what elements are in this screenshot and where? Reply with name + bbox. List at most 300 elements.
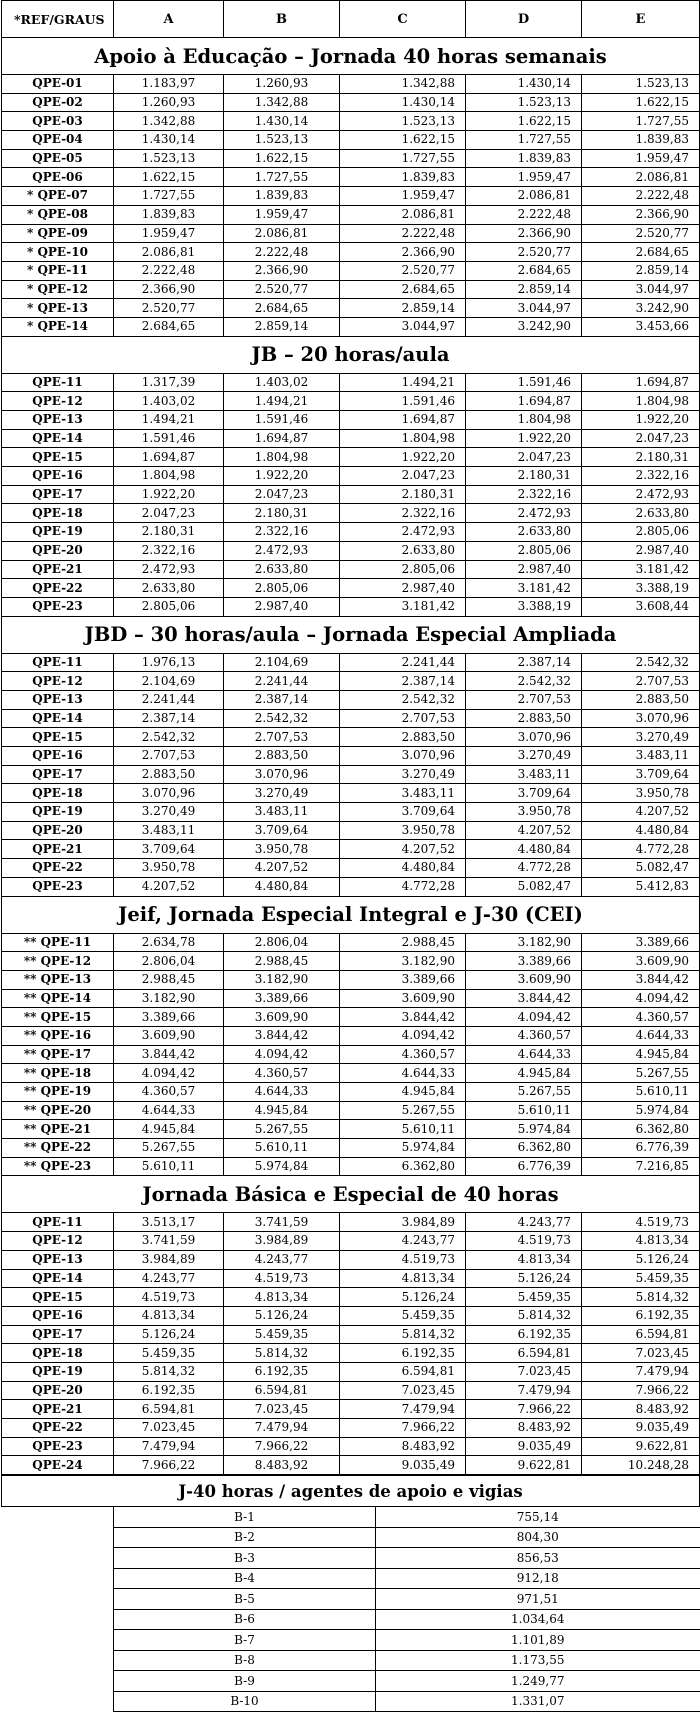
agent-level-code: B-4 <box>114 1568 376 1589</box>
salary-cell: 3.044,97 <box>340 317 466 336</box>
table-row <box>2 1507 700 1528</box>
salary-cell: 1.804,98 <box>466 411 582 430</box>
salary-cell: 5.974,84 <box>340 1139 466 1158</box>
agent-level-code: B-5 <box>114 1589 376 1610</box>
salary-cell: 1.183,97 <box>114 75 224 94</box>
salary-cell: 1.494,21 <box>224 392 340 411</box>
salary-cell: 6.594,81 <box>582 1325 700 1344</box>
salary-cell: 2.322,16 <box>466 485 582 504</box>
row-ref-code: QPE-21 <box>2 560 114 579</box>
salary-cell: 3.609,90 <box>582 952 700 971</box>
table-row <box>2 1630 700 1651</box>
table-row <box>2 1650 700 1671</box>
table-row <box>2 1400 700 1419</box>
salary-cell: 5.126,24 <box>582 1250 700 1269</box>
salary-cell: 1.804,98 <box>340 429 466 448</box>
row-ref-code: QPE-12 <box>2 392 114 411</box>
row-ref-code: * QPE-14 <box>2 317 114 336</box>
salary-cell: 2.086,81 <box>340 205 466 224</box>
table-row <box>2 989 700 1008</box>
salary-cell: 4.772,28 <box>340 877 466 896</box>
salary-cell: 3.609,90 <box>114 1026 224 1045</box>
table-row <box>2 1213 700 1232</box>
row-ref-code: ** QPE-21 <box>2 1120 114 1139</box>
salary-cell: 2.883,50 <box>340 728 466 747</box>
salary-cell: 2.859,14 <box>224 317 340 336</box>
salary-cell: 5.459,35 <box>466 1288 582 1307</box>
salary-cell: 3.182,90 <box>466 933 582 952</box>
agent-salary-value: 912,18 <box>376 1568 700 1589</box>
salary-cell: 5.610,11 <box>582 1083 700 1102</box>
salary-cell: 1.403,02 <box>224 373 340 392</box>
salary-cell: 2.883,50 <box>582 690 700 709</box>
table-row <box>2 1362 700 1381</box>
salary-cell: 3.389,66 <box>466 952 582 971</box>
table-row <box>2 392 700 411</box>
table-header-row <box>2 1 700 38</box>
salary-cell: 3.483,11 <box>340 784 466 803</box>
table-row <box>2 672 700 691</box>
table-row <box>2 1381 700 1400</box>
table-row <box>2 187 700 206</box>
salary-cell: 9.622,81 <box>466 1456 582 1475</box>
section-title: J-40 horas / agentes de apoio e vigias <box>2 1476 700 1507</box>
salary-cell: 2.047,23 <box>224 485 340 504</box>
salary-cell: 6.594,81 <box>224 1381 340 1400</box>
salary-cell: 2.322,16 <box>114 541 224 560</box>
agent-salary-value: 856,53 <box>376 1548 700 1569</box>
salary-cell: 1.494,21 <box>340 373 466 392</box>
salary-cell: 3.044,97 <box>466 299 582 318</box>
table-row <box>2 1419 700 1438</box>
salary-cell: 2.633,80 <box>466 523 582 542</box>
salary-cell: 4.519,73 <box>582 1213 700 1232</box>
salary-cell: 5.267,55 <box>466 1083 582 1102</box>
row-ref-code: * QPE-07 <box>2 187 114 206</box>
salary-cell: 1.260,93 <box>114 93 224 112</box>
salary-cell: 6.192,35 <box>340 1344 466 1363</box>
row-ref-code: QPE-20 <box>2 541 114 560</box>
salary-cell: 4.945,84 <box>224 1101 340 1120</box>
salary-cell: 2.542,32 <box>340 690 466 709</box>
salary-cell: 1.839,83 <box>114 205 224 224</box>
salary-cell: 4.207,52 <box>466 821 582 840</box>
salary-cell: 3.483,11 <box>582 747 700 766</box>
row-ref-code: ** QPE-23 <box>2 1157 114 1176</box>
agent-salary-value: 1.034,64 <box>376 1609 700 1630</box>
salary-cell: 1.430,14 <box>224 112 340 131</box>
salary-cell: 1.622,15 <box>582 93 700 112</box>
salary-cell: 2.633,80 <box>340 541 466 560</box>
salary-cell: 4.094,42 <box>340 1026 466 1045</box>
row-ref-code: QPE-20 <box>2 1381 114 1400</box>
salary-cell: 4.207,52 <box>340 840 466 859</box>
salary-cell: 1.922,20 <box>114 485 224 504</box>
salary-cell: 2.806,04 <box>224 933 340 952</box>
salary-cell: 1.694,87 <box>114 448 224 467</box>
salary-cell: 3.270,49 <box>582 728 700 747</box>
salary-cell: 2.859,14 <box>466 280 582 299</box>
row-ref-code: QPE-21 <box>2 1400 114 1419</box>
salary-cell: 5.267,55 <box>340 1101 466 1120</box>
section-title: Jornada Básica e Especial de 40 horas <box>2 1176 700 1213</box>
salary-cell: 4.360,57 <box>466 1026 582 1045</box>
salary-cell: 3.950,78 <box>224 840 340 859</box>
salary-cell: 1.922,20 <box>224 467 340 486</box>
salary-cell: 3.389,66 <box>340 970 466 989</box>
salary-cell: 8.483,92 <box>340 1437 466 1456</box>
salary-cell: 2.988,45 <box>224 952 340 971</box>
row-ref-code: ** QPE-16 <box>2 1026 114 1045</box>
row-ref-code: QPE-11 <box>2 653 114 672</box>
salary-cell: 2.322,16 <box>582 467 700 486</box>
salary-cell: 5.814,32 <box>582 1288 700 1307</box>
salary-cell: 3.844,42 <box>224 1026 340 1045</box>
salary-cell: 2.634,78 <box>114 933 224 952</box>
table-row <box>2 168 700 187</box>
salary-cell: 6.594,81 <box>466 1344 582 1363</box>
salary-cell: 2.805,06 <box>466 541 582 560</box>
table-row <box>2 653 700 672</box>
table-row <box>2 1609 700 1630</box>
salary-cell: 4.519,73 <box>224 1269 340 1288</box>
salary-cell: 2.472,93 <box>114 560 224 579</box>
salary-cell: 2.387,14 <box>114 709 224 728</box>
salary-cell: 7.479,94 <box>340 1400 466 1419</box>
salary-cell: 1.959,47 <box>582 149 700 168</box>
salary-cell: 2.180,31 <box>224 504 340 523</box>
salary-cell: 2.086,81 <box>582 168 700 187</box>
salary-cell: 1.591,46 <box>466 373 582 392</box>
salary-cell: 4.360,57 <box>224 1064 340 1083</box>
row-ref-code: QPE-23 <box>2 1437 114 1456</box>
table-row <box>2 504 700 523</box>
salary-cell: 3.609,90 <box>466 970 582 989</box>
salary-cell: 1.959,47 <box>340 187 466 206</box>
table-row <box>2 821 700 840</box>
salary-cell: 2.366,90 <box>582 205 700 224</box>
table-row <box>2 1344 700 1363</box>
table-row <box>2 299 700 318</box>
salary-cell: 5.974,84 <box>466 1120 582 1139</box>
row-ref-code: ** QPE-11 <box>2 933 114 952</box>
salary-cell: 1.523,13 <box>582 75 700 94</box>
salary-cell: 3.984,89 <box>340 1213 466 1232</box>
salary-cell: 2.707,53 <box>582 672 700 691</box>
salary-cell: 3.709,64 <box>340 803 466 822</box>
salary-cell: 1.591,46 <box>114 429 224 448</box>
salary-cell: 3.389,66 <box>582 933 700 952</box>
salary-cell: 1.922,20 <box>582 411 700 430</box>
salary-cell: 1.959,47 <box>114 224 224 243</box>
header-grade-c: C <box>340 1 466 38</box>
table-row <box>2 411 700 430</box>
table-row <box>2 1250 700 1269</box>
agent-level-code: B-3 <box>114 1548 376 1569</box>
row-ref-code: QPE-21 <box>2 840 114 859</box>
salary-cell: 5.814,32 <box>224 1344 340 1363</box>
salary-cell: 2.987,40 <box>582 541 700 560</box>
table-row <box>2 373 700 392</box>
salary-cell: 1.694,87 <box>224 429 340 448</box>
table-row <box>2 224 700 243</box>
salary-cell: 9.035,49 <box>582 1419 700 1438</box>
salary-cell: 3.070,96 <box>340 747 466 766</box>
salary-cell: 3.608,44 <box>582 597 700 616</box>
salary-cell: 1.839,83 <box>466 149 582 168</box>
salary-cell: 3.709,64 <box>466 784 582 803</box>
salary-cell: 1.804,98 <box>582 392 700 411</box>
row-ref-code: * QPE-13 <box>2 299 114 318</box>
salary-cell: 10.248,28 <box>582 1456 700 1475</box>
salary-cell: 3.388,19 <box>582 579 700 598</box>
salary-cell: 2.520,77 <box>114 299 224 318</box>
salary-cell: 2.633,80 <box>582 504 700 523</box>
row-ref-code: QPE-16 <box>2 747 114 766</box>
table-row <box>2 1456 700 1475</box>
row-ref-code: ** QPE-18 <box>2 1064 114 1083</box>
salary-cell: 4.480,84 <box>224 877 340 896</box>
salary-cell: 4.772,28 <box>466 859 582 878</box>
salary-cell: 2.542,32 <box>114 728 224 747</box>
salary-cell: 3.950,78 <box>466 803 582 822</box>
salary-cell: 5.082,47 <box>466 877 582 896</box>
empty-cell <box>2 1650 114 1671</box>
table-row <box>2 1008 700 1027</box>
salary-cell: 2.222,48 <box>340 224 466 243</box>
row-ref-code: * QPE-12 <box>2 280 114 299</box>
salary-cell: 1.494,21 <box>114 411 224 430</box>
salary-cell: 3.242,90 <box>582 299 700 318</box>
salary-cell: 3.070,96 <box>582 709 700 728</box>
salary-cell: 4.644,33 <box>224 1083 340 1102</box>
empty-cell <box>2 1589 114 1610</box>
salary-cell: 2.104,69 <box>114 672 224 691</box>
table-row <box>2 1157 700 1176</box>
salary-cell: 2.180,31 <box>114 523 224 542</box>
row-ref-code: QPE-01 <box>2 75 114 94</box>
salary-cell: 1.959,47 <box>466 168 582 187</box>
table-row <box>2 1437 700 1456</box>
row-ref-code: QPE-12 <box>2 1232 114 1251</box>
salary-cell: 5.459,35 <box>114 1344 224 1363</box>
salary-cell: 4.945,84 <box>340 1083 466 1102</box>
salary-cell: 4.480,84 <box>582 821 700 840</box>
salary-cell: 6.192,35 <box>224 1362 340 1381</box>
salary-cell: 2.684,65 <box>224 299 340 318</box>
empty-cell <box>2 1630 114 1651</box>
salary-cell: 7.966,22 <box>466 1400 582 1419</box>
salary-cell: 7.966,22 <box>340 1419 466 1438</box>
salary-cell: 5.974,84 <box>582 1101 700 1120</box>
salary-cell: 2.883,50 <box>224 747 340 766</box>
salary-cell: 6.776,39 <box>466 1157 582 1176</box>
table-row <box>2 1064 700 1083</box>
salary-cell: 4.772,28 <box>582 840 700 859</box>
table-row <box>2 280 700 299</box>
table-row <box>2 579 700 598</box>
row-ref-code: QPE-02 <box>2 93 114 112</box>
salary-cell: 1.727,55 <box>340 149 466 168</box>
table-row <box>2 75 700 94</box>
salary-table-document <box>1 0 699 1712</box>
salary-cell: 1.804,98 <box>224 448 340 467</box>
salary-cell: 3.483,11 <box>224 803 340 822</box>
table-row <box>2 1306 700 1325</box>
row-ref-code: QPE-05 <box>2 149 114 168</box>
table-row <box>2 1120 700 1139</box>
table-row <box>2 597 700 616</box>
salary-cell: 2.472,93 <box>466 504 582 523</box>
salary-cell: 4.519,73 <box>466 1232 582 1251</box>
salary-cell: 3.844,42 <box>340 1008 466 1027</box>
salary-cell: 7.479,94 <box>224 1419 340 1438</box>
salary-cell: 9.622,81 <box>582 1437 700 1456</box>
salary-cell: 1.694,87 <box>466 392 582 411</box>
salary-cell: 1.430,14 <box>340 93 466 112</box>
salary-cell: 1.694,87 <box>582 373 700 392</box>
section-title: Apoio à Educação – Jornada 40 horas semanais <box>2 38 700 75</box>
salary-cell: 2.104,69 <box>224 653 340 672</box>
empty-cell <box>2 1671 114 1692</box>
salary-cell: 6.776,39 <box>582 1139 700 1158</box>
salary-cell: 2.883,50 <box>466 709 582 728</box>
salary-cell: 4.519,73 <box>340 1250 466 1269</box>
row-ref-code: ** QPE-20 <box>2 1101 114 1120</box>
salary-cell: 3.182,90 <box>114 989 224 1008</box>
salary-cell: 2.542,32 <box>582 653 700 672</box>
table-row <box>2 523 700 542</box>
section-header-jornada-40h <box>2 1176 700 1213</box>
salary-cell: 2.633,80 <box>114 579 224 598</box>
salary-cell: 2.520,77 <box>340 261 466 280</box>
salary-cell: 2.520,77 <box>224 280 340 299</box>
salary-cell: 7.023,45 <box>114 1419 224 1438</box>
salary-cell: 7.023,45 <box>466 1362 582 1381</box>
agent-level-code: B-8 <box>114 1650 376 1671</box>
salary-cell: 5.610,11 <box>340 1120 466 1139</box>
row-ref-code: QPE-11 <box>2 1213 114 1232</box>
salary-cell: 7.966,22 <box>582 1381 700 1400</box>
salary-cell: 1.622,15 <box>114 168 224 187</box>
row-ref-code: * QPE-11 <box>2 261 114 280</box>
salary-cell: 2.222,48 <box>224 243 340 262</box>
table-row <box>2 970 700 989</box>
row-ref-code: ** QPE-14 <box>2 989 114 1008</box>
table-row <box>2 803 700 822</box>
salary-cell: 3.181,42 <box>466 579 582 598</box>
salary-cell: 5.610,11 <box>466 1101 582 1120</box>
section-header-apoio-educacao <box>2 38 700 75</box>
salary-cell: 4.360,57 <box>582 1008 700 1027</box>
salary-cell: 2.222,48 <box>582 187 700 206</box>
table-row <box>2 131 700 150</box>
salary-cell: 2.472,93 <box>582 485 700 504</box>
salary-cell: 6.192,35 <box>466 1325 582 1344</box>
salary-cell: 4.813,34 <box>466 1250 582 1269</box>
salary-cell: 3.950,78 <box>340 821 466 840</box>
salary-cell: 3.070,96 <box>224 765 340 784</box>
salary-cell: 8.483,92 <box>582 1400 700 1419</box>
salary-cell: 3.483,11 <box>466 765 582 784</box>
row-ref-code: QPE-22 <box>2 1419 114 1438</box>
salary-cell: 6.594,81 <box>114 1400 224 1419</box>
salary-cell: 1.523,13 <box>340 112 466 131</box>
header-grade-e: E <box>582 1 700 38</box>
section-header-jeif-cei <box>2 896 700 933</box>
section-header-jbd-30h <box>2 616 700 653</box>
salary-cell: 5.126,24 <box>340 1288 466 1307</box>
row-ref-code: QPE-22 <box>2 859 114 878</box>
salary-cell: 2.366,90 <box>114 280 224 299</box>
salary-cell: 2.086,81 <box>224 224 340 243</box>
salary-cell: 3.950,78 <box>114 859 224 878</box>
table-row <box>2 690 700 709</box>
salary-cell: 1.694,87 <box>340 411 466 430</box>
salary-cell: 2.988,45 <box>114 970 224 989</box>
table-row <box>2 1527 700 1548</box>
section-title: JBD – 30 horas/aula – Jornada Especial Ampliada <box>2 616 700 653</box>
table-row <box>2 243 700 262</box>
salary-cell: 2.520,77 <box>466 243 582 262</box>
salary-cell: 7.479,94 <box>582 1362 700 1381</box>
table-row <box>2 541 700 560</box>
table-row <box>2 1288 700 1307</box>
salary-cell: 1.342,88 <box>224 93 340 112</box>
salary-cell: 1.839,83 <box>582 131 700 150</box>
salary-cell: 2.805,06 <box>340 560 466 579</box>
salary-cell: 3.270,49 <box>114 803 224 822</box>
table-row <box>2 952 700 971</box>
salary-cell: 5.974,84 <box>224 1157 340 1176</box>
salary-cell: 1.839,83 <box>340 168 466 187</box>
salary-cell: 8.483,92 <box>466 1419 582 1438</box>
agent-salary-value: 971,51 <box>376 1589 700 1610</box>
salary-cell: 1.727,55 <box>582 112 700 131</box>
salary-cell: 1.430,14 <box>114 131 224 150</box>
salary-cell: 2.472,93 <box>224 541 340 560</box>
salary-cell: 5.267,55 <box>114 1139 224 1158</box>
table-row <box>2 1548 700 1569</box>
salary-cell: 4.644,33 <box>114 1101 224 1120</box>
row-ref-code: QPE-15 <box>2 1288 114 1307</box>
table-row <box>2 747 700 766</box>
salary-cell: 3.741,59 <box>224 1213 340 1232</box>
table-row <box>2 709 700 728</box>
row-ref-code: QPE-12 <box>2 672 114 691</box>
salary-cell: 1.622,15 <box>466 112 582 131</box>
salary-cell: 4.644,33 <box>582 1026 700 1045</box>
salary-cell: 2.241,44 <box>114 690 224 709</box>
row-ref-code: QPE-14 <box>2 709 114 728</box>
salary-cell: 2.241,44 <box>224 672 340 691</box>
table-row <box>2 933 700 952</box>
salary-cell: 4.480,84 <box>340 859 466 878</box>
empty-cell <box>2 1507 114 1528</box>
salary-cell: 2.241,44 <box>340 653 466 672</box>
salary-cell: 2.707,53 <box>224 728 340 747</box>
row-ref-code: QPE-13 <box>2 690 114 709</box>
salary-cell: 3.182,90 <box>340 952 466 971</box>
salary-cell: 3.181,42 <box>582 560 700 579</box>
agent-level-code: B-7 <box>114 1630 376 1651</box>
salary-cell: 1.523,13 <box>466 93 582 112</box>
salary-cell: 2.806,04 <box>114 952 224 971</box>
salary-cell: 4.094,42 <box>582 989 700 1008</box>
salary-cell: 3.181,42 <box>340 597 466 616</box>
row-ref-code: * QPE-08 <box>2 205 114 224</box>
salary-cell: 2.366,90 <box>466 224 582 243</box>
